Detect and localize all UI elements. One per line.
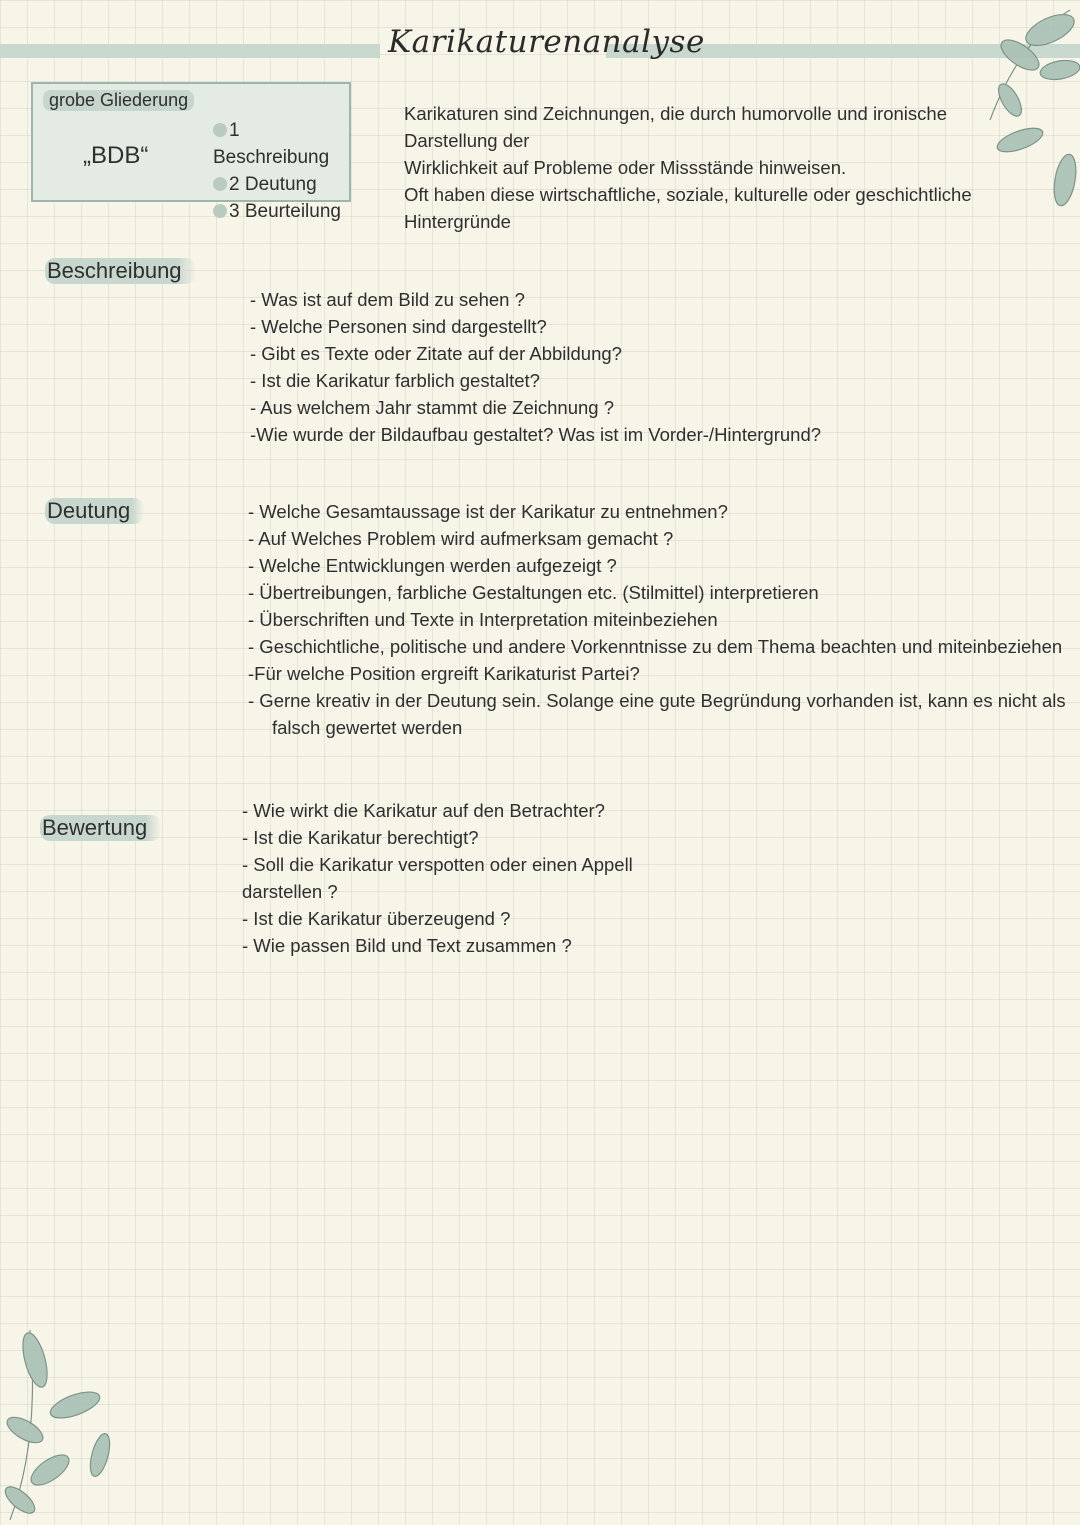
list-item: - Ist die Karikatur berechtigt? xyxy=(242,827,479,848)
list-item: -Wie wurde der Bildaufbau gestaltet? Was ist im Vorder-/Hintergrund? xyxy=(250,424,822,445)
list-item: - Welche Entwicklungen werden aufgezeigt ? xyxy=(248,555,617,576)
list-item: darstellen ? xyxy=(242,881,338,902)
list-item: - Gerne kreativ in der Deutung sein. Solange eine gute Begründung vorhanden ist, kann es nicht als xyxy=(248,690,1066,711)
intro-line: Karikaturen sind Zeichnungen, die durch humorvolle und ironische Darstellung der xyxy=(404,103,947,151)
highlight-dot-icon xyxy=(213,177,227,191)
structure-acronym: „BDB“ xyxy=(83,142,149,169)
intro-text xyxy=(404,100,1044,235)
list-item: - Auf Welches Problem wird aufmerksam gemacht ? xyxy=(248,528,674,549)
leaf-branch-bottom-left-icon xyxy=(0,1320,140,1525)
leaf-branch-top-right-icon xyxy=(950,0,1080,230)
list-item: - Welche Personen sind dargestellt? xyxy=(250,316,547,337)
list-item: - Ist die Karikatur überzeugend ? xyxy=(242,908,511,929)
list-item: - Aus welchem Jahr stammt die Zeichnung ? xyxy=(250,397,614,418)
list-item: -Für welche Position ergreift Karikaturist Partei? xyxy=(248,663,640,684)
list-item: - Wie wirkt die Karikatur auf den Betrachter? xyxy=(242,800,605,821)
heading-beschreibung: Beschreibung xyxy=(45,258,196,284)
list-item: - Soll die Karikatur verspotten oder einen Appell xyxy=(242,854,633,875)
list-item: - Ist die Karikatur farblich gestaltet? xyxy=(250,370,540,391)
list-item: - Geschichtliche, politische und andere Vorkenntnisse zu dem Thema beachten und miteinbeziehen xyxy=(248,636,1063,657)
list-item: - Welche Gesamtaussage ist der Karikatur zu entnehmen? xyxy=(248,501,728,522)
list-beschreibung xyxy=(250,286,821,448)
list-item: - Was ist auf dem Bild zu sehen ? xyxy=(250,289,525,310)
list-item: - Gibt es Texte oder Zitate auf der Abbildung? xyxy=(250,343,622,364)
structure-item: 3 Beurteilung xyxy=(213,198,349,225)
title-bar-left-decoration xyxy=(0,44,380,58)
intro-line: Wirklichkeit auf Probleme oder Missstände hinweisen. xyxy=(404,157,847,178)
list-item: - Wie passen Bild und Text zusammen ? xyxy=(242,935,572,956)
structure-box xyxy=(31,82,351,222)
page-title: Karikaturenanalyse xyxy=(388,24,705,60)
intro-line: Oft haben diese wirtschaftliche, soziale, kulturelle oder geschichtliche Hintergründe xyxy=(404,184,972,232)
structure-list xyxy=(213,117,349,225)
heading-deutung: Deutung xyxy=(45,498,144,524)
structure-item: 1 Beschreibung xyxy=(213,120,330,168)
list-deutung xyxy=(248,498,1066,741)
list-bewertung xyxy=(242,797,633,959)
structure-label: grobe Gliederung xyxy=(43,90,194,111)
highlight-dot-icon xyxy=(213,123,227,137)
list-item: - Überschriften und Texte in Interpretation miteinbeziehen xyxy=(248,609,718,630)
list-item: falsch gewertet werden xyxy=(272,717,463,738)
structure-item: 2 Deutung xyxy=(213,171,349,198)
highlight-dot-icon xyxy=(213,204,227,218)
heading-bewertung: Bewertung xyxy=(40,815,161,841)
list-item: - Übertreibungen, farbliche Gestaltungen etc. (Stilmittel) interpretieren xyxy=(248,582,819,603)
